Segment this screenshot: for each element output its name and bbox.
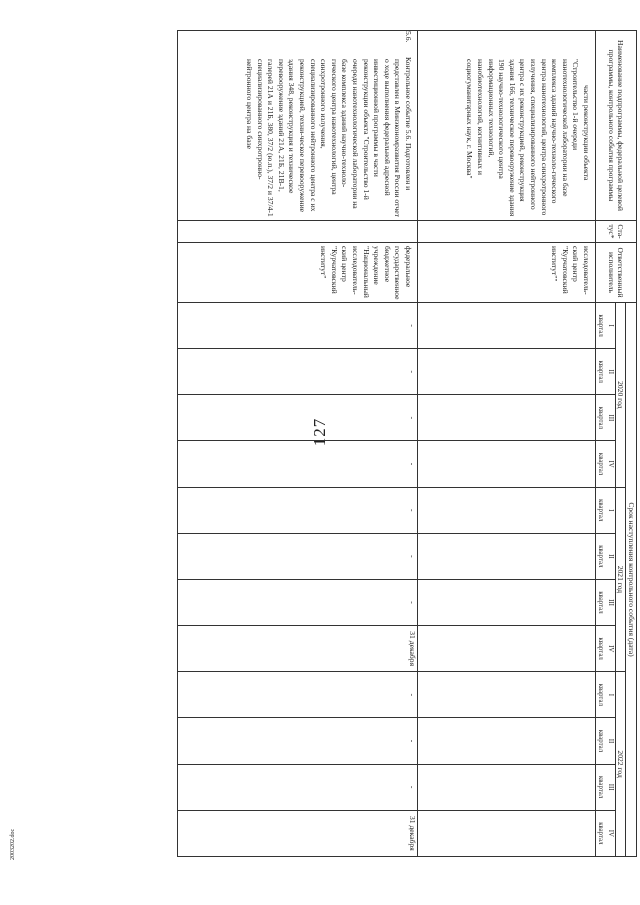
header-status: Ста-тус*: [596, 221, 637, 243]
header-quarter: III квартал: [596, 395, 616, 441]
header-quarter: II квартал: [596, 349, 616, 395]
quarter-cell: [418, 533, 596, 579]
quarter-cell: [418, 764, 596, 810]
header-quarter: III квартал: [596, 764, 616, 810]
quarter-cell: -: [178, 672, 418, 718]
quarter-cell: -: [178, 579, 418, 625]
header-quarter: IV квартал: [596, 626, 616, 672]
quarter-cell: [418, 718, 596, 764]
document-sheet: [127, 30, 637, 856]
quarter-cell: [418, 349, 596, 395]
event-number: 5.6.: [404, 31, 413, 43]
quarter-cell: -: [178, 441, 418, 487]
quarter-cell: [418, 672, 596, 718]
quarter-cell: [418, 810, 596, 856]
header-quarter: I квартал: [596, 487, 616, 533]
quarter-cell: -: [178, 303, 418, 349]
page-number: 127: [310, 417, 329, 447]
header-quarter: I квартал: [596, 672, 616, 718]
header-quarter: II квартал: [596, 718, 616, 764]
header-row-1: [626, 31, 637, 857]
quarter-cell: [418, 395, 596, 441]
quarter-cell: [418, 441, 596, 487]
header-quarter: I квартал: [596, 303, 616, 349]
header-year: 2020 год: [616, 303, 627, 488]
quarter-cell: [418, 303, 596, 349]
header-responsible: Ответственный исполнитель: [596, 243, 637, 303]
header-quarter: II квартал: [596, 533, 616, 579]
event-name: части реконструкции объекта "Строительство 1-й очереди нанотехнологической лаборатории на базе комплекса зданий научно-техноло-гического центра нанотехнологий, центра синхротронного излучения, специализированного нейтронного центра с их реконструкцией, реконструкция здания 166, техническое перевооружение здания 190 научно-технологического центра информационных технологий, нанобиотехнологий, когнитивных и социогуманитарных наук, г. Москва": [465, 59, 591, 217]
event-status: [178, 221, 418, 243]
header-quarter: III квартал: [596, 579, 616, 625]
table-row: [418, 31, 596, 857]
event-name: Контрольное событие 5.6. Подготовлен и представлен в Минэкономразвития России отчет о ходе выполнения федеральной адресной инвестиционной программы в части реконструкции объекта "Строительство 1-й очереди нанотехнологической лаборатории на базе комплекса зданий научно-техноло-гического центра нанотехнологий, центра синхротронного излучения, специализированного нейтронного центра с их реконструкцией, техни-ческое перевооружение здания 348, реконструкция и техническое перевооружение зданий 21А, 21Б, 21В-1, галерей 21А и 21Б, 380, 37/2 (ю.п.), 37/2 и 37/4-1 специализированного синхротронно-нейтронного центра на базе: [245, 57, 413, 217]
table-row: [178, 31, 418, 857]
event-responsible: исследователь-ский центр "Курчатовский институт"": [418, 243, 596, 303]
quarter-cell: -: [178, 718, 418, 764]
quarter-cell: [418, 626, 596, 672]
quarter-cell: -: [178, 764, 418, 810]
header-year: 2021 год: [616, 487, 627, 672]
footer-filename: 2003202.doc: [10, 828, 16, 860]
quarter-cell: 31 декабря: [178, 626, 418, 672]
header-deadline: Срок наступления контрольного события (дата): [626, 303, 637, 857]
control-events-table: [177, 30, 637, 857]
quarter-cell: [418, 579, 596, 625]
event-name-cell: [178, 31, 418, 221]
quarter-cell: -: [178, 487, 418, 533]
quarter-cell: 31 декабря: [178, 810, 418, 856]
header-quarter: IV квартал: [596, 810, 616, 856]
quarter-cell: -: [178, 533, 418, 579]
event-responsible: федеральное государственное бюджетное учреждение "Национальный исследователь-ский центр "Курчатовский институт": [178, 243, 418, 303]
quarter-cell: -: [178, 349, 418, 395]
header-name: Наименование подпрограммы, федеральной целевой программы, контрольного события программы: [596, 31, 637, 221]
quarter-cell: [418, 487, 596, 533]
header-year: 2022 год: [616, 672, 627, 857]
event-name-cell: [418, 31, 596, 221]
event-status: [418, 221, 596, 243]
quarter-cell: -: [178, 395, 418, 441]
header-quarter: IV квартал: [596, 441, 616, 487]
